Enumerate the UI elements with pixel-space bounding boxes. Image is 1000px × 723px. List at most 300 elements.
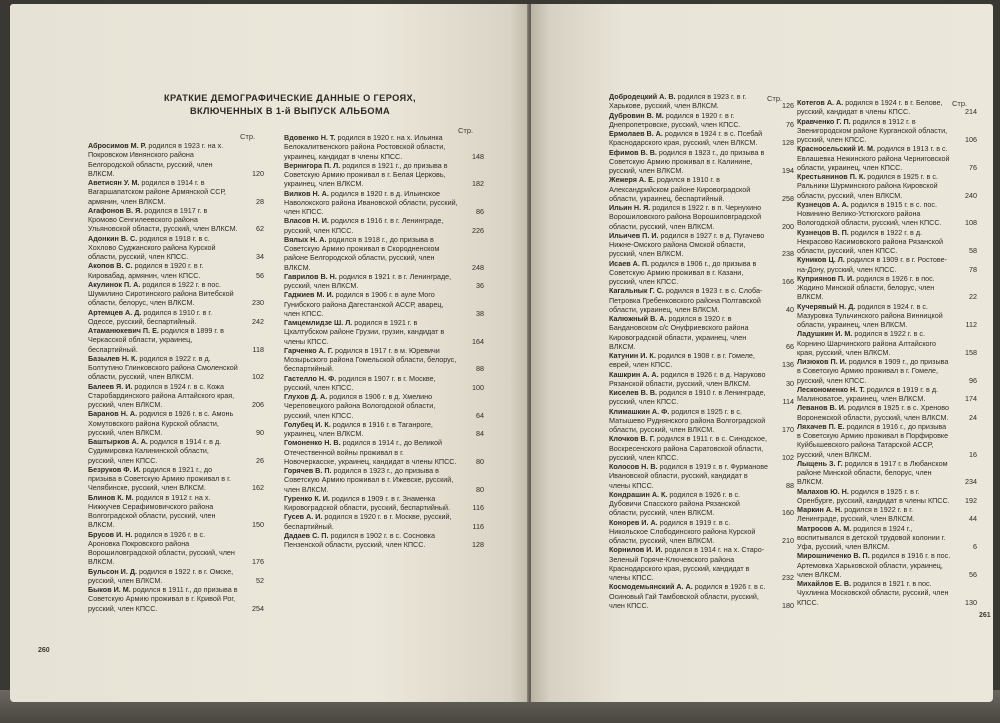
- index-entry: [284, 189, 484, 217]
- hero-description: родился в 1927 г. в д. Пугачево Нижне-Омского района Омской области, русский, член ВЛКСМ.: [609, 230, 765, 259]
- hero-description: родился в 1906 г. в д. Хмелино Череповецкого района Вологодской области, русский, член КПСС.: [284, 392, 436, 420]
- hero-description: родился в 1908 г. в г. Гомеле, еврей, член КПСС.: [609, 351, 755, 370]
- index-entry: [88, 585, 264, 613]
- index-entry: [88, 141, 264, 178]
- page-reference: 116: [472, 521, 484, 531]
- entry-text: [797, 98, 977, 117]
- index-entry: [284, 272, 484, 291]
- hero-description: родился в 1899 г. в Черкасской области, украинец, беспартийный.: [88, 326, 224, 354]
- page-reference: 76: [969, 162, 977, 172]
- page-reference: 166: [782, 277, 794, 286]
- page-reference: 234: [965, 477, 977, 487]
- entry-text: [88, 437, 264, 465]
- entry-text: [609, 231, 794, 259]
- page-reference: 176: [252, 557, 264, 567]
- page-reference: 108: [965, 218, 977, 228]
- index-entry: [88, 493, 264, 530]
- hero-name: Кравченко Г. П.: [797, 116, 851, 126]
- hero-name: Матросов А. М.: [797, 523, 852, 533]
- page-reference: 96: [969, 375, 977, 385]
- entry-text: [88, 261, 264, 280]
- hero-name: Дадаев С. П.: [284, 530, 329, 540]
- hero-description: родился в 1911 г., до призыва в Советскую Армию проживал в г. Кривой Рог, русский, член КПСС.: [88, 585, 238, 613]
- page-reference: 254: [252, 603, 264, 613]
- hero-description: родился в 1918 г. в с. Хохлово Суджанского района Курской области, русский, член КПСС.: [88, 233, 216, 261]
- page-reference: 126: [782, 101, 794, 111]
- index-entry: [797, 274, 977, 302]
- entry-text: [284, 290, 484, 318]
- hero-description: родился в 1926 г. в пос. Жодино Минской области, белорус, член ВЛКСМ.: [797, 273, 935, 302]
- page-reference: 38: [476, 308, 484, 318]
- page-reference: 80: [476, 484, 484, 494]
- index-entry: [88, 234, 264, 262]
- index-entry: [609, 203, 794, 231]
- entry-text: [88, 280, 264, 308]
- entry-text: [797, 255, 977, 274]
- index-entry: [797, 98, 977, 117]
- hero-description: родился в 1922 г. в пос. Шумилино Сиротинского района Витебской области, белорус, член ВЛКСМ.: [88, 279, 234, 308]
- hero-name: Добродецкий А. В.: [609, 92, 676, 101]
- hero-description: родился в 1921 г. в Цхалтубском районе Грузии, грузин, кандидат в члены КПСС.: [284, 318, 445, 346]
- entry-text: [609, 462, 794, 490]
- hero-description: родился в 1911 г. в с. Синодское, Воскресенского района Саратовской области, русский, член КПСС.: [609, 434, 768, 462]
- hero-name: Исаев А. П.: [609, 258, 650, 268]
- index-entry: [284, 494, 484, 513]
- hero-name: Лыщень З. Г.: [797, 458, 843, 468]
- right-page: [531, 4, 993, 702]
- entry-text: [797, 302, 977, 330]
- entry-text: [88, 585, 264, 613]
- page-reference: 76: [786, 119, 794, 129]
- hero-description: родился в 1917 г. в Любанском районе Минской области, белорус, член ВЛКСМ.: [797, 458, 948, 487]
- page-reference: 194: [782, 166, 794, 175]
- hero-name: Гастелло Н. Ф.: [284, 373, 337, 383]
- hero-name: Абросимов М. Р.: [88, 141, 147, 150]
- entry-text: [797, 329, 977, 357]
- hero-description: родился в 1923 г. в г. Харькове, русский, член ВЛКСМ.: [609, 92, 747, 111]
- hero-description: родился в 1921 г., до призыва в Советскую Армию проживал в г. Белая Церковь, украинец, член ВЛКСМ.: [284, 160, 448, 189]
- entry-text: [609, 434, 794, 462]
- index-entry: [797, 505, 977, 524]
- hero-name: Брусов И. Н.: [88, 529, 133, 539]
- page-reference: 160: [782, 508, 794, 518]
- hero-description: родился в 1925 г. в с. Хреново Воронежской области, русский, член ВЛКСМ.: [797, 403, 950, 422]
- index-entry: [88, 354, 264, 382]
- entry-text: [797, 385, 977, 404]
- hero-description: родился в 1920 г. в г. Кировабад, армянин, член КПСС.: [88, 261, 204, 280]
- hero-name: Бульсон И. Д.: [88, 566, 137, 576]
- hero-name: Акопов В. С.: [88, 261, 133, 271]
- entry-text: [88, 493, 264, 530]
- hero-description: родился в 1925 г. в г. Оренбурге, русский, кандидат в члены КПСС.: [797, 486, 950, 505]
- page-reference: 214: [965, 107, 977, 117]
- hero-description: родился в 1925 г. в с. Матышево Руднянского района Волгоградской области, русский, член ВЛКСМ.: [609, 406, 766, 434]
- page-reference: 174: [965, 394, 977, 403]
- entry-text: [797, 505, 977, 524]
- hero-description: родился в 1926 г. в с. Ароновка Покровского района Ворошиловградской области, русский, член ВЛКСМ.: [88, 529, 235, 567]
- hero-description: родился в 1916 г. в г. Ленинграде, русский, член КПСС.: [284, 216, 444, 235]
- heading-line-1: КРАТКИЕ ДЕМОГРАФИЧЕСКИЕ ДАННЫЕ О ГЕРОЯХ,: [163, 93, 417, 103]
- hero-description: родился в 1913 г. в с. Евлашевка Нежинского района Черниговской области, украинец, член КПСС.: [797, 144, 950, 172]
- index-entry: [609, 407, 794, 435]
- page-reference: 148: [472, 151, 484, 161]
- page-reference: 22: [969, 292, 977, 302]
- page-reference: 226: [472, 225, 484, 235]
- index-entry: [88, 530, 264, 567]
- col3-page-label: Стр.: [767, 94, 783, 103]
- hero-name: Баштырков А. А.: [88, 437, 148, 446]
- hero-name: Адонкин В. С.: [88, 233, 138, 243]
- index-column-1: [88, 141, 264, 613]
- hero-description: родился в 1926 г. в с. Дубовичи Спасского района Рязанской области, русский, член ВЛКСМ.: [609, 489, 741, 518]
- hero-name: Киселев В. В.: [609, 388, 658, 397]
- hero-name: Михайлов Е. В.: [797, 579, 852, 588]
- page-reference: 116: [472, 503, 484, 512]
- hero-name: Вялых Н. А.: [284, 234, 327, 244]
- hero-description: родился в 1906 г. в ауле Мого Гунибского района Дагестанской АССР, аварец, член КПСС.: [284, 290, 444, 318]
- page-reference: 56: [969, 569, 977, 579]
- hero-name: Гаврилов В. Н.: [284, 271, 337, 281]
- hero-name: Колосов Н. В.: [609, 462, 658, 471]
- page-reference: 44: [969, 514, 977, 524]
- index-entry: [797, 551, 977, 579]
- page-reference: 88: [786, 480, 794, 490]
- hero-description: родился в 1923 г., до призыва в Советскую Армию проживал в г. Ижевске, русский, член ВЛКСМ.: [284, 466, 454, 494]
- hero-name: Гуренко К. И.: [284, 493, 330, 503]
- index-entry: [797, 579, 977, 607]
- page-reference: 150: [252, 520, 264, 530]
- entry-text: [797, 274, 977, 302]
- index-entry: [609, 129, 794, 148]
- entry-text: [609, 286, 794, 314]
- entry-text: [797, 551, 977, 579]
- hero-description: родился в 1922 г. в с. Корнино Шарчинского района Алтайского края, русский, член ВЛКСМ.: [797, 329, 937, 357]
- hero-name: Балеев Я. И.: [88, 381, 133, 391]
- page-reference: 84: [476, 429, 484, 438]
- hero-name: Ильин Н. Я.: [609, 203, 651, 212]
- index-entry: [284, 133, 484, 161]
- hero-name: Глухов Д. А.: [284, 392, 328, 401]
- page-reference: 24: [969, 412, 977, 422]
- hero-description: родился в 1909 г., до призыва в Советскую Армию проживал в г. Гомеле, русский, член КПСС.: [797, 357, 949, 385]
- entry-text: [797, 200, 977, 228]
- hero-name: Вдовенко Н. Т.: [284, 133, 336, 142]
- hero-name: Конорев И. А.: [609, 517, 658, 527]
- entry-text: [609, 518, 794, 546]
- index-entry: [284, 318, 484, 346]
- hero-name: Куприянов П. И.: [797, 273, 855, 283]
- entry-text: [797, 117, 977, 145]
- page-reference: 66: [786, 341, 794, 351]
- hero-name: Ладушкин И. М.: [797, 329, 853, 339]
- index-entry: [284, 161, 484, 189]
- index-entry: [88, 178, 264, 206]
- page-reference: 192: [965, 495, 977, 505]
- page-reference: 106: [965, 135, 977, 144]
- entry-text: [797, 487, 977, 506]
- index-entry: [284, 466, 484, 494]
- index-entry: [88, 409, 264, 437]
- index-entry: [609, 111, 794, 130]
- page-reference: 240: [965, 190, 977, 200]
- hero-description: родился в 1924 г. в с. Кожа Старобардинского района Алтайского края, русский, член ВЛКСМ.: [88, 381, 235, 409]
- index-entry: [797, 117, 977, 145]
- hero-description: родился в 1920 г. на х. Ильинка Белокалитвенского района Ростовской области, украинец, кандидат в члены КПСС.: [284, 133, 446, 161]
- hero-description: родился в 1922 г. в г. Ленинграде, русский, член ВЛКСМ.: [797, 505, 915, 524]
- entry-text: [284, 189, 484, 217]
- page-reference: 78: [969, 264, 977, 274]
- hero-description: родился в 1906 г., до призыва в Советскую Армию проживал в г. Казани, русский, член КПСС.: [609, 258, 757, 286]
- hero-name: Климашкин А. Ф.: [609, 406, 670, 416]
- hero-name: Безруков Ф. И.: [88, 464, 141, 474]
- index-entry: [609, 231, 794, 259]
- hero-description: родился в 1920 г. в г. Днепропетровске, русский, член КПСС.: [609, 110, 741, 129]
- page-reference: 206: [252, 400, 264, 409]
- index-entry: [609, 582, 794, 610]
- index-entry: [88, 206, 264, 234]
- hero-description: родился в 1923 г. в с. Слоба-Петровка Гребенковского района Полтавской области, украинец, член ВЛКСМ.: [609, 286, 763, 314]
- hero-name: Кашкрин А. А.: [609, 369, 659, 379]
- index-entry: [797, 329, 977, 357]
- hero-description: родился в 1916 г., до призыва в Советскую Армию проживал в Порфировке Куйбышевского района Татарской АССР, русский, член ВЛКСМ.: [797, 421, 949, 459]
- index-entry: [88, 261, 264, 280]
- page-reference: 88: [476, 364, 484, 374]
- entry-text: [284, 466, 484, 494]
- hero-description: родился в 1909 г. в г. Знаменка Кировоградской области, русский, беспартийный.: [284, 493, 451, 512]
- index-entry: [797, 228, 977, 256]
- index-entry: [609, 314, 794, 351]
- hero-name: Ляхачев П. Е.: [797, 421, 845, 431]
- page-reference: 28: [256, 196, 264, 206]
- hero-description: родился в 1924 г. в с. Псебай Краснодарского края, русский, член ВЛКСМ.: [609, 129, 763, 148]
- hero-name: Котегов А. А.: [797, 98, 844, 107]
- hero-name: Клочков В. Г.: [609, 434, 655, 444]
- entry-text: [609, 314, 794, 351]
- index-entry: [284, 374, 484, 393]
- hero-description: родился в 1921 г., до призыва в Советскую Армию проживал в г. Челябинске, русский, член ВЛКСМ.: [88, 464, 231, 493]
- entry-text: [284, 272, 484, 291]
- hero-name: Ильичев П. И.: [609, 230, 659, 240]
- page-reference: 100: [472, 382, 484, 392]
- index-entry: [609, 92, 794, 111]
- index-entry: [88, 465, 264, 493]
- index-column-2: [284, 133, 484, 549]
- index-entry: [797, 172, 977, 200]
- entry-text: [88, 308, 264, 327]
- hero-name: Ермолаев В. А.: [609, 129, 663, 138]
- hero-name: Кузнецов А. А.: [797, 199, 849, 209]
- entry-text: [609, 111, 794, 130]
- col2-page-label: Стр.: [458, 126, 474, 135]
- hero-name: Мирошниченко В. П.: [797, 551, 870, 561]
- index-entry: [797, 302, 977, 330]
- hero-description: родился в 1923 г. на х. Покровском Ивнянского района Белгородской области, русский, член ВЛКСМ.: [88, 141, 224, 178]
- page-reference: 56: [256, 270, 264, 280]
- index-entry: [88, 308, 264, 327]
- page-reference: 128: [782, 138, 794, 148]
- hero-name: Жежеря А. Е.: [609, 175, 655, 185]
- hero-description: родился в 1914 г. в д. Судимировка Калининской области, русский, член КПСС.: [88, 437, 222, 465]
- index-entry: [797, 487, 977, 506]
- index-column-3: [609, 92, 794, 610]
- index-entry: [797, 144, 977, 172]
- index-entry: [284, 420, 484, 439]
- hero-description: родился в 1919 г. в г. Фурманове Ивановской области, русский, кандидат в члены КПСС.: [609, 462, 768, 490]
- page-reference: 120: [252, 168, 264, 178]
- left-page-number: 260: [38, 647, 50, 654]
- hero-name: Корнилов И. И.: [609, 545, 663, 555]
- page-reference: 230: [252, 298, 264, 308]
- index-entry: [797, 403, 977, 422]
- hero-description: родился в 1922 г. в д. Болтутино Глинковского района Смоленской области, русский, член ВЛКСМ.: [88, 353, 238, 382]
- entry-text: [609, 203, 794, 231]
- page-reference: 114: [782, 397, 794, 407]
- page-reference: 130: [965, 597, 977, 607]
- entry-text: [284, 216, 484, 235]
- index-column-4: [797, 98, 977, 607]
- index-entry: [284, 512, 484, 531]
- page-reference: 242: [252, 316, 264, 326]
- hero-description: родился в 1902 г. в с. Сосновка Пензенской области, русский, член КПСС.: [284, 530, 435, 549]
- hero-name: Малахов Ю. Н.: [797, 486, 849, 496]
- page-reference: 86: [476, 207, 484, 216]
- index-entry: [609, 518, 794, 546]
- hero-description: родился в 1916 г. в Таганроге, украинец, член ВЛКСМ.: [284, 419, 433, 438]
- hero-description: родился в 1909 г. в г. Ростове-на-Дону, русский, член КПСС.: [797, 255, 947, 274]
- hero-name: Крестьянинов П. К.: [797, 172, 866, 181]
- index-entry: [284, 346, 484, 374]
- hero-name: Вилков Н. А.: [284, 188, 329, 198]
- hero-description: родился в 1923 г., до призыва в Советскую Армию проживал в г. Калинине, русский, член ВЛКСМ.: [609, 147, 765, 175]
- hero-description: родился в 1910 г. в Ленинграде, русский, член КПСС.: [609, 388, 766, 407]
- index-entry: [797, 200, 977, 228]
- index-entry: [797, 422, 977, 459]
- right-page-number: 261: [979, 612, 991, 619]
- hero-name: Агафонов В. Я.: [88, 205, 143, 215]
- entry-text: [609, 351, 794, 370]
- hero-name: Ефимов В. В.: [609, 147, 657, 157]
- index-entry: [797, 524, 977, 552]
- entry-text: [609, 490, 794, 518]
- hero-description: родился в 1912 г. в Звенигородском районе Курганской области, русский, член КПСС.: [797, 116, 948, 144]
- hero-name: Гарченко А. Г.: [284, 345, 333, 355]
- entry-text: [609, 582, 794, 610]
- hero-name: Артемцев А. Д.: [88, 307, 142, 317]
- entry-text: [88, 567, 264, 586]
- entry-text: [284, 512, 484, 531]
- index-entry: [88, 437, 264, 465]
- page-reference: 248: [472, 262, 484, 272]
- page-reference: 162: [252, 483, 264, 493]
- page-reference: 128: [472, 540, 484, 549]
- entry-text: [797, 459, 977, 487]
- hero-description: родился в 1919 г. в с. Никольское Слободинского района Курской области, русский, член ВЛКСМ.: [609, 517, 756, 545]
- index-entry: [88, 567, 264, 586]
- hero-name: Блинов К. М.: [88, 492, 134, 502]
- page-reference: 102: [782, 452, 794, 462]
- page-reference: 34: [256, 252, 264, 261]
- hero-name: Гамцемлидзе Ш. Л.: [284, 318, 353, 327]
- hero-description: родился в 1910 г. в Александрийском районе Кировоградской области, украинец, беспартийный.: [609, 175, 751, 203]
- hero-name: Лизюков П. И.: [797, 357, 847, 366]
- hero-description: родился в 1921 г. в пос. Чухлинка Московской области, русский, член КПСС.: [797, 579, 949, 607]
- page-reference: 258: [782, 193, 794, 203]
- page-reference: 118: [252, 344, 264, 354]
- hero-description: родился в 1922 г. в д. Некрасово Касимовского района Рязанской области, русский, член КПСС.: [797, 227, 943, 255]
- hero-description: родился в 1922 г. в г. Омске, русский, член ВЛКСМ.: [88, 566, 234, 585]
- hero-name: Аветисян У. М.: [88, 178, 140, 187]
- hero-name: Дубровин В. М.: [609, 110, 664, 120]
- entry-text: [284, 438, 484, 466]
- hero-name: Красносельский И. М.: [797, 144, 875, 154]
- index-entry: [284, 392, 484, 420]
- index-entry: [609, 490, 794, 518]
- entry-text: [284, 133, 484, 161]
- entry-text: [284, 392, 484, 420]
- hero-description: родился в 1910 г. в г. Одессе, русский, беспартийный.: [88, 307, 213, 326]
- index-entry: [88, 280, 264, 308]
- index-entry: [609, 175, 794, 203]
- index-entry: [609, 462, 794, 490]
- index-entry: [609, 388, 794, 407]
- page-reference: 158: [965, 347, 977, 357]
- hero-name: Кузнецов В. П.: [797, 227, 849, 237]
- entry-text: [88, 206, 264, 234]
- entry-text: [797, 172, 977, 200]
- hero-name: Атаманюкевич П. Е.: [88, 326, 159, 335]
- hero-description: родился в 1918 г., до призыва в Советскую Армию проживал в Скородненском районе Белгородской области, русский, член ВЛКСМ.: [284, 234, 440, 272]
- entry-text: [609, 370, 794, 389]
- hero-name: Куников Ц. Л.: [797, 255, 845, 265]
- col1-page-label: Стр.: [240, 132, 256, 141]
- entry-text: [797, 144, 977, 172]
- entry-text: [88, 382, 264, 410]
- page-reference: 58: [969, 246, 977, 255]
- hero-name: Голубец И. К.: [284, 419, 331, 429]
- left-page: [10, 4, 530, 702]
- entry-text: [797, 579, 977, 607]
- entry-text: [797, 357, 977, 385]
- hero-name: Баранов Н. А.: [88, 409, 138, 419]
- index-entry: [609, 148, 794, 176]
- page-reference: 80: [476, 456, 484, 466]
- hero-description: родился в 1921 г. в г. Ленинграде, русский, член ВЛКСМ.: [284, 271, 452, 290]
- entry-text: [797, 422, 977, 459]
- page-reference: 102: [252, 372, 264, 382]
- hero-description: родился в 1914 г. на х. Старо-Зеленый Горяче-Ключевского района Краснодарского края, русский, кандидат в члены КПСС.: [609, 545, 765, 582]
- page-reference: 6: [973, 542, 977, 551]
- page-reference: 40: [786, 304, 794, 314]
- entry-text: [797, 524, 977, 552]
- hero-description: родился в 1914 г. в Вагаршапатском районе Армянской ССР, армянин, член ВЛКСМ.: [88, 178, 226, 206]
- page-reference: 136: [782, 360, 794, 370]
- page-heading: [150, 92, 430, 118]
- entry-text: [88, 354, 264, 382]
- index-entry: [284, 290, 484, 318]
- index-entry: [609, 434, 794, 462]
- hero-description: родился в 1919 г. в д. Малиноватое, украинец, член ВЛКСМ.: [797, 384, 939, 403]
- hero-description: родился в 1924 г. в с. Мазуровка Тульчинского района Винницкой области, украинец, член ВЛКСМ.: [797, 301, 943, 329]
- index-entry: [609, 259, 794, 287]
- index-entry: [797, 459, 977, 487]
- page-reference: 62: [256, 224, 264, 234]
- index-entry: [609, 286, 794, 314]
- hero-description: родился в 1920 г. в г. Москве, русский, беспартийный.: [284, 512, 452, 531]
- hero-name: Маркин А. Н.: [797, 505, 843, 514]
- entry-text: [284, 235, 484, 272]
- hero-name: Гаджиев М. И.: [284, 290, 334, 300]
- entry-text: [284, 346, 484, 374]
